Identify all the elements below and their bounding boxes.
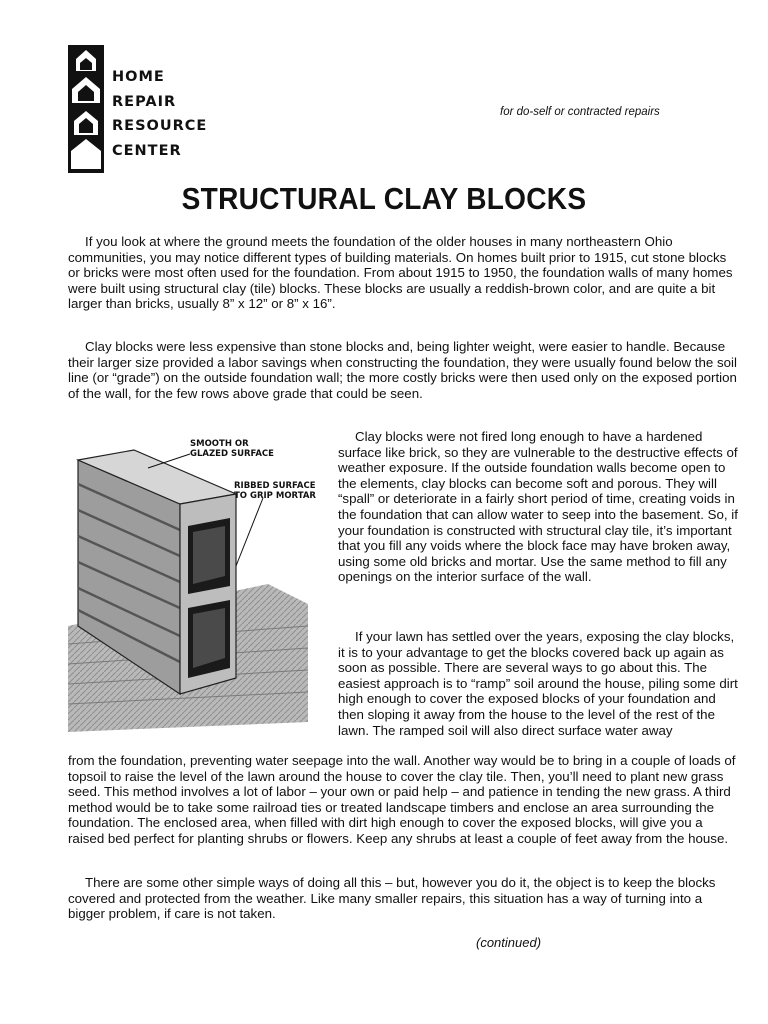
logo-line-resource: RESOURCE [112,118,208,134]
tagline: for do-self or contracted repairs [500,106,660,118]
paragraph-lawn-continued: from the foundation, preventing water seepage into the wall. Another way would be to bring in a couple of loads of topsoil to raise the level of the lawn around the house to cover the clay tile. Then, you’ll need to plant new grass seed. This method involves a lot of labor – your own or paid help – and patience in tending the new grass. A third method would be to take some railroad ties or treated landscape timbers and enclose an area surrounding the foundation. The enclosed area, when filled with dirt high enough to cover the exposed blocks, will give you a raised bed perfect for planting shrubs or flowers. Keep any shrubs at least a couple of feet away from the house. [68,753,736,846]
logo-line-center: CENTER [112,142,182,159]
paragraph-intro: If you look at where the ground meets the foundation of the older houses in many northeastern Ohio communities, you may notice different types of building materials. On homes built prior to 1915, cut stone blocks or bricks were most often used for the foundation. From about 1915 to 1950, the foundation walls of many homes were built using structural clay (tile) blocks. These blocks are usually a reddish-brown color, and are quite a bit larger than bricks, usually 8” x 12” or 8” x 16”. [68,234,733,312]
paragraph-cost: Clay blocks were less expensive than stone blocks and, being lighter weight, were easier to handle. Because their larger size provided a labor savings when constructing the foundation, they were usually found below the soil line (or “grade”) on the outside foundation wall; the more costly bricks were then used only on the exposed portion of the wall, for the few rows above grade that could be seen. [68,339,737,401]
house-logo-icon [68,45,104,173]
logo [68,45,218,173]
logo-line-repair: REPAIR [112,93,177,110]
paragraph-conclusion: There are some other simple ways of doing all this – but, however you do it, the object is to keep the blocks covered and protected from the weather. Like many smaller repairs, this situation has a way of turning into a bigger problem, if care is not taken. [68,875,716,922]
paragraph-lawn: If your lawn has settled over the years, exposing the clay blocks, it is to your advantage to get the blocks covered back up again as soon as possible. There are several ways to go about this. The easiest approach is to “ramp” soil around the house, piling some dirt high enough to cover the exposed blocks of your foundation and then sloping it away from the house to the level of the rest of the lawn. The ramped soil will also direct surface water away [338,629,738,738]
label-smooth-surface: SMOOTH OR [190,439,249,449]
continued-note: (continued) [476,935,542,950]
logo-wordmark [112,65,207,163]
label-glazed-surface: GLAZED SURFACE [190,449,274,459]
page-title: STRUCTURAL CLAY BLOCKS [181,182,587,216]
clay-block-illustration [68,426,330,732]
clay-block-drawing [68,426,330,732]
paragraph-weathering: Clay blocks were not fired long enough to have a hardened surface like brick, so they are vulnerable to the destructive effects of weather exposure. If the outside foundation walls become open to the elements, clay blocks can become soft and porous. They will “spall” or deteriorate in a fairly short period of time, creating voids in the foundation that can allow water to seep into the basement. So, if your foundation is constructed with structural clay tile, it’s important that you fill any voids where the block face may have broken away, using some old bricks and mortar. Use the same method to fill any openings on the interior surface of the wall. [338,429,738,585]
label-grip-mortar: TO GRIP MORTAR [234,491,316,501]
label-ribbed-surface: RIBBED SURFACE [234,481,316,491]
logo-line-home: HOME [112,69,165,85]
